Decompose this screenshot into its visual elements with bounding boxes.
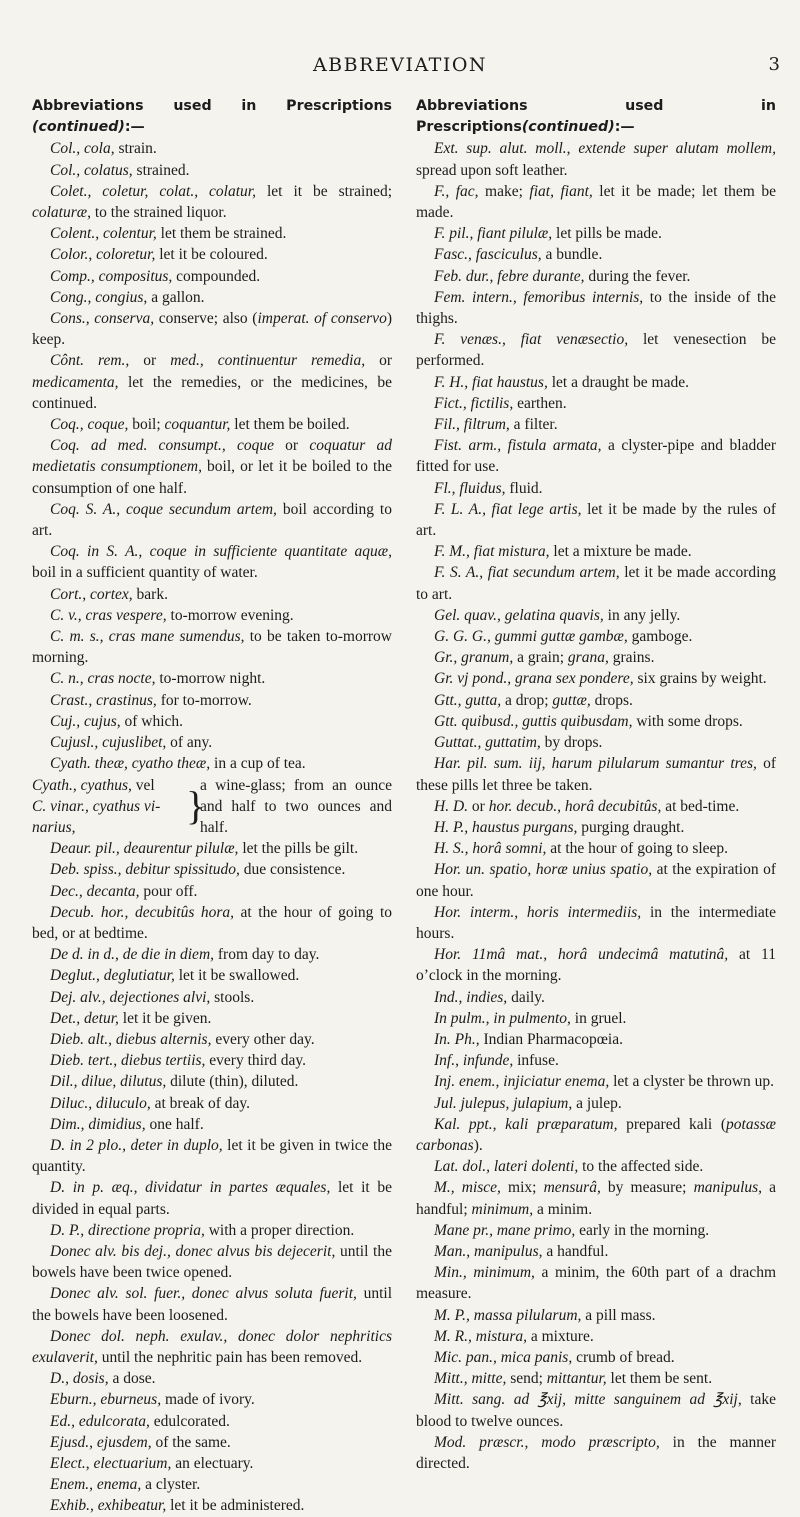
entry	[416, 541, 776, 562]
entry	[416, 435, 776, 477]
entry: Cônt. rem., or med., continuentur remedia, or medicamenta, let the remedies, or the medicines, be continued.	[32, 352, 392, 412]
entry-term: Ext. sup. alut. moll., extende super alutam mollem,	[434, 140, 776, 158]
entry-term: F. S. A., fiat secundum artem,	[434, 564, 620, 582]
entry-definition: a dose.	[108, 1370, 156, 1388]
entry	[416, 668, 776, 689]
entry: Coq., coque, boil; coquantur, let them be boiled.	[50, 416, 350, 434]
entry-term: Fem. intern., femoribus internis,	[434, 288, 644, 306]
entry-term: In pulm., in pulmento,	[434, 1009, 571, 1027]
entry-term: Kal. ppt., kali præparatum,	[434, 1115, 618, 1133]
entry-term: Inf., infunde,	[434, 1052, 514, 1070]
entry-term: H. P., haustus purgans,	[434, 818, 578, 836]
entry-definition: of these pills let three be taken.	[416, 755, 776, 794]
entry-definition: in gruel.	[570, 1009, 627, 1027]
entry-term: Ind., indies,	[434, 988, 508, 1006]
entry	[416, 1347, 776, 1368]
entry-definition: with a proper direction.	[204, 1221, 355, 1239]
entry-definition: daily.	[507, 988, 545, 1006]
entry-definition: in the intermediate hours.	[416, 903, 776, 942]
entry-definition: infuse.	[513, 1052, 559, 1070]
entry-term: Diluc., diluculo,	[50, 1094, 151, 1112]
entry	[32, 732, 392, 753]
entry-term: Colet., coletur, colat., colatur,	[50, 182, 256, 200]
entry-term: F. venæs., fiat venæsectio,	[434, 331, 629, 349]
entry-term: D. P., directione propria,	[50, 1221, 205, 1239]
entry-term: Deb. spiss., debitur spissitudo,	[50, 861, 240, 879]
entry-definition: at the hour of going to sleep.	[546, 840, 729, 858]
entry-term: Mitt. sang. ad ℥xij, mitte sanguinem ad ℥xij,	[434, 1391, 742, 1409]
entry-definition: at 11 o’clock in the morning.	[416, 946, 776, 985]
entry-term: Enem., enema,	[50, 1476, 142, 1494]
entry	[416, 1389, 776, 1431]
entry	[416, 372, 776, 393]
entry-definition: a filter.	[509, 416, 558, 434]
entry	[416, 499, 776, 541]
entry-term: D. in 2 plo., deter in duplo,	[50, 1136, 223, 1154]
entry-definition: let it be given.	[118, 1009, 212, 1027]
entry-definition: compounded.	[172, 267, 261, 285]
entry-definition: six grains by weight.	[633, 670, 767, 688]
entry-definition: of the same.	[151, 1433, 231, 1451]
entry-definition: let a draught be made.	[547, 373, 689, 391]
entry-definition: let venesection be performed.	[416, 331, 776, 370]
entry	[32, 1114, 392, 1135]
entry-term: Donec dol. neph. exulav., donec dolor nephritics exulaverit,	[32, 1327, 392, 1366]
entry	[32, 244, 392, 265]
entry	[416, 605, 776, 626]
entry-definition: one half.	[145, 1115, 204, 1133]
entry	[416, 902, 776, 944]
entry-term: Deglut., deglutiatur,	[50, 967, 175, 985]
entry-definition: with some drops.	[632, 712, 743, 730]
left-column	[32, 96, 392, 1517]
entry: Coq. ad med. consumpt., coque or coquatur ad medietatis consumptionem, boil, or let it be boiled to the consumption of one half.	[32, 437, 392, 497]
entry-definition: gamboge.	[627, 628, 693, 646]
entry-definition: earthen.	[513, 394, 567, 412]
entry	[416, 244, 776, 265]
entry-definition: strain.	[114, 140, 157, 158]
entry-term: Gtt. quibusd., guttis quibusdam,	[434, 712, 633, 730]
entry-definition: a handful.	[542, 1242, 609, 1260]
running-header	[0, 54, 800, 84]
entry	[32, 711, 392, 732]
entry-definition: let it be made according to art.	[416, 564, 776, 603]
right-column-heading: Abbreviations used in Prescriptions(continued):—	[416, 98, 776, 136]
entry-definition: to the affected side.	[578, 1158, 704, 1176]
entry	[32, 626, 392, 668]
entry-term: H. D.	[434, 797, 469, 815]
entry-definition: bark.	[132, 585, 168, 603]
entry-term: Har. pil. sum. iij, harum pilularum sumantur tres,	[434, 755, 757, 773]
entry	[416, 1326, 776, 1347]
entry-term: Mitt., mitte,	[434, 1370, 507, 1388]
entry-definition: to be taken to-morrow morning.	[32, 628, 392, 667]
entry-term: C. v., cras vespere,	[50, 606, 167, 624]
entry-term: Mane pr., mane primo,	[434, 1221, 576, 1239]
entry-term: Fil., filtrum,	[434, 416, 510, 434]
entry-definition: early in the morning.	[575, 1221, 710, 1239]
entry-definition: a pill mass.	[581, 1306, 656, 1324]
entry-definition: of which.	[120, 712, 184, 730]
entry	[416, 817, 776, 838]
entry-term: Feb. dur., febre durante,	[434, 267, 585, 285]
entry-definition: every other day.	[211, 1030, 315, 1048]
entry-definition: a mixture.	[527, 1327, 594, 1345]
entry	[416, 562, 776, 604]
entry	[416, 1305, 776, 1326]
entry	[32, 1326, 392, 1368]
entry: H. D. or hor. decub., horâ decubitûs, at bed-time.	[434, 797, 740, 815]
entry-term: Coq., coque,	[50, 416, 129, 434]
entry	[32, 1093, 392, 1114]
entry-definition: a bundle.	[541, 246, 603, 264]
entry-definition: at break of day.	[150, 1094, 251, 1112]
entry: Colet., coletur, colat., colatur, let it be strained; colaturæ, to the strained liquor.	[32, 182, 392, 222]
entry: F., fac, make; fiat, fiant, let it be made; let them be made.	[416, 182, 776, 222]
entry-definition: in a cup of tea.	[210, 755, 306, 773]
entry-term: F. pil., fiant pilulæ,	[434, 225, 553, 243]
entry-definition: until the bowels have been twice opened.	[32, 1242, 392, 1282]
entry	[416, 1432, 776, 1474]
entry-term: Coq. S. A., coque secundum artem,	[50, 500, 277, 518]
entry-term: Inj. enem., injiciatur enema,	[434, 1073, 610, 1091]
entry	[32, 160, 392, 181]
entry-definition: let them be strained.	[156, 225, 287, 243]
entry-term: Fl., fluidus,	[434, 479, 506, 497]
entry-term: M. P., massa pilularum,	[434, 1306, 582, 1324]
entry	[416, 1220, 776, 1241]
entry-term: Donec alv. bis dej., donec alvus bis dejecerit,	[50, 1242, 336, 1260]
right-column	[416, 96, 776, 1474]
entry-term: Fict., fictilis,	[434, 394, 514, 412]
entry-term: Gel. quav., gelatina quavis,	[434, 606, 604, 624]
entry-term: Fist. arm., fistula armata,	[434, 437, 602, 455]
entry-term: Min., minimum,	[434, 1264, 535, 1282]
entry	[416, 1008, 776, 1029]
entry-definition: a minim, the 60th part of a drachm measure.	[416, 1264, 776, 1303]
entry	[32, 1368, 392, 1389]
entry-definition: or	[129, 352, 171, 370]
entry	[32, 605, 392, 626]
entry-definition: strained.	[132, 161, 190, 179]
entry-definition: let it be swallowed.	[174, 967, 300, 985]
entry-term: Cuj., cujus,	[50, 712, 121, 730]
entry-definition: or	[468, 797, 489, 815]
entry	[32, 266, 392, 287]
entry-term: Ejusd., ejusdem,	[50, 1433, 152, 1451]
entry-term: Man., manipulus,	[434, 1242, 543, 1260]
entry-term: Donec alv. sol. fuer., donec alvus soluta fuerit,	[50, 1285, 357, 1303]
entry	[32, 138, 392, 159]
entry-definition: a drop;	[501, 691, 553, 709]
entry	[32, 944, 392, 965]
entry-term: Cons., conserva,	[50, 310, 155, 328]
entry-definition: prepared kali (	[617, 1115, 727, 1133]
entry-definition: an electuary.	[171, 1455, 254, 1472]
entry-term: M., misce,	[434, 1179, 501, 1197]
entry	[32, 668, 392, 689]
entry-term: Cujusl., cujuslibet,	[50, 734, 167, 752]
entry	[32, 1071, 392, 1092]
entry-term: Dieb. tert., diebus tertiis,	[50, 1052, 206, 1070]
entry	[416, 287, 776, 329]
entry	[32, 499, 392, 541]
entry-definition: let it be strained;	[256, 182, 392, 200]
entry	[32, 584, 392, 605]
entry-definition: at the expiration of one hour.	[416, 861, 777, 900]
entry-term: De d. in d., de die in diem,	[50, 946, 215, 964]
entry-definition: mix;	[500, 1179, 544, 1197]
entry	[416, 478, 776, 499]
entry-term: Cort., cortex,	[50, 585, 133, 603]
entry-definition: during the fever.	[584, 267, 691, 285]
entry-term: In. Ph.,	[434, 1030, 480, 1048]
entry-term: Hor. un. spatio, horæ unius spatio,	[434, 861, 653, 879]
entry	[416, 987, 776, 1008]
entry	[416, 1093, 776, 1114]
entry-definition: take blood to twelve ounces.	[416, 1391, 776, 1430]
entry-term: Gr., granum,	[434, 649, 514, 667]
entry-term: C. n., cras nocte,	[50, 670, 156, 688]
entry-definition: in the manner directed.	[416, 1433, 776, 1472]
entry-definition: until the nephritic pain has been removed.	[97, 1348, 363, 1366]
entry-definition: boil;	[128, 416, 165, 434]
entry-definition: let the pills be gilt.	[238, 840, 359, 858]
entry-term: G. G. G., gummi guttæ gambæ,	[434, 628, 628, 646]
running-title: ABBREVIATION	[312, 54, 488, 76]
entry-term: Cônt. rem.,	[50, 352, 130, 370]
entry-definition: let it be divided in equal parts.	[32, 1179, 392, 1218]
entry	[416, 838, 776, 859]
entry-term: Crast., crastinus,	[50, 691, 157, 709]
entry-term: D., dosis,	[50, 1370, 109, 1388]
entry	[416, 626, 776, 647]
entry	[32, 1177, 392, 1219]
entry-term: Col., colatus,	[50, 161, 133, 179]
entry-definition: every third day.	[205, 1052, 306, 1070]
entry-definition: boil in a sufficient quantity of water.	[32, 564, 258, 582]
entry	[32, 838, 392, 859]
entry-definition: stools.	[210, 988, 255, 1006]
page-number: 3	[768, 54, 780, 75]
entry	[416, 1029, 776, 1050]
entry-term: Fasc., fasciculus,	[434, 246, 542, 264]
entry-term: Coq. ad med. consumpt., coque	[50, 437, 274, 455]
entry-definition: crumb of bread.	[572, 1348, 675, 1366]
entry-definition: to-morrow evening.	[166, 606, 294, 624]
entry	[32, 859, 392, 880]
entry-definition: until the bowels have been loosened.	[32, 1285, 393, 1324]
entry: Cons., conserva, conserve; also (imperat. of conservo) keep.	[32, 310, 392, 349]
entry	[32, 1453, 392, 1474]
entry-definition: purging draught.	[577, 818, 685, 836]
entry: Gtt., gutta, a drop; guttæ, drops.	[434, 691, 633, 709]
entry-term: D. in p. æq., dividatur in partes æquales,	[50, 1179, 331, 1197]
entry-definition: let a mixture be made.	[549, 543, 692, 561]
entry	[416, 1262, 776, 1304]
entry-definition: due consistence.	[239, 861, 346, 879]
entry	[416, 711, 776, 732]
entry-definition: a clyster-pipe and bladder fitted for use.	[416, 437, 776, 476]
entry	[32, 1283, 392, 1325]
entry: Mitt., mitte, send; mittantur, let them be sent.	[434, 1370, 713, 1388]
entry-term: Gr. vj pond., grana sex pondere,	[434, 670, 634, 688]
entry-term: Elect., electuarium,	[50, 1455, 172, 1472]
entry	[416, 1050, 776, 1071]
entry-definition: of any.	[166, 734, 213, 752]
entry-definition: a gallon.	[147, 288, 205, 306]
entry-term: Exhib., exhibeatur,	[50, 1497, 167, 1515]
brace-icon: }	[186, 783, 206, 829]
entry-term: C. m. s., cras mane sumendus,	[50, 628, 245, 646]
entry: M., misce, mix; mensurâ, by measure; manipulus, a handful; minimum, a minim.	[416, 1179, 777, 1218]
entry-definition: boil according to art.	[32, 500, 392, 540]
entry: Gr., granum, a grain; grana, grains.	[434, 649, 655, 667]
entry-definition: send;	[506, 1370, 547, 1388]
entry	[32, 1220, 392, 1241]
entry: Kal. ppt., kali præparatum, prepared kali (potassæ carbonas).	[416, 1115, 776, 1154]
entry-definition: conserve; also (	[154, 310, 258, 328]
entry	[416, 329, 776, 371]
entry-definition: let it be made by the rules of art.	[416, 500, 776, 540]
entry-definition: from day to day.	[214, 946, 320, 964]
entry	[32, 541, 392, 583]
entry-term: Mic. pan., mica panis,	[434, 1348, 573, 1366]
entry-term: F. H., fiat haustus,	[434, 373, 548, 391]
entry	[32, 987, 392, 1008]
entry-definition: let it be administered.	[166, 1497, 305, 1515]
entry-definition: edulcorated.	[149, 1412, 230, 1430]
entry-term: F. L. A., fiat lege artis,	[434, 500, 582, 518]
entry	[32, 287, 392, 308]
entry-term: Color., coloretur,	[50, 246, 156, 264]
entry	[32, 1008, 392, 1029]
entry	[32, 1495, 392, 1516]
entry-definition: at the hour of going to bed, or at bedtime.	[32, 903, 392, 942]
entry	[32, 1241, 392, 1283]
entry-term: Colent., colentur,	[50, 225, 157, 243]
entry-term: Cyath. theæ, cyatho theæ,	[50, 755, 211, 773]
entry-term: Mod. præscr., modo præscripto,	[434, 1433, 660, 1451]
entry	[32, 690, 392, 711]
entry-definition: a grain;	[513, 649, 568, 667]
entry	[416, 223, 776, 244]
entry-term: Det., detur,	[50, 1009, 119, 1027]
entry-definition: for to-morrow.	[156, 691, 252, 709]
entry-term: Coq. in S. A., coque in sufficiente quantitate aquæ,	[50, 543, 392, 561]
entry-term: Deaur. pil., deaurentur pilulæ,	[50, 840, 239, 858]
entry-definition: let pills be made.	[552, 225, 662, 243]
entry-definition: make;	[478, 182, 530, 200]
entry-definition: made of ivory.	[161, 1391, 255, 1409]
entry	[416, 944, 776, 986]
entry-term: Dim., dimidius,	[50, 1115, 146, 1133]
entry-definition: dilute (thin), diluted.	[166, 1073, 299, 1091]
entry-term: Hor. interm., horis intermediis,	[434, 903, 642, 921]
entry	[32, 1029, 392, 1050]
cyath-brace-entry: Cyath., cyathus, vel C. vinar., cyathus vi- narius, } a wine-glass; from an ounce and half to two ounces and half.	[32, 776, 392, 836]
entry	[32, 902, 392, 944]
entry-term: M. R., mistura,	[434, 1327, 527, 1345]
entry-term: Dil., dilue, dilutus,	[50, 1073, 167, 1091]
entry-term: H. S., horâ somni,	[434, 840, 547, 858]
entry	[32, 1135, 392, 1177]
entry-definition: spread upon soft leather.	[416, 161, 568, 179]
entry-definition: pour off.	[139, 882, 198, 900]
entry-term: Jul. julepus, julapium,	[434, 1094, 573, 1112]
entry-term: F. M., fiat mistura,	[434, 543, 550, 561]
entry-definition: Indian Pharmacopœia.	[479, 1030, 623, 1048]
entry	[416, 393, 776, 414]
entry-term: Ed., edulcorata,	[50, 1412, 150, 1430]
left-column-heading: Abbreviations used in Prescriptions (continued):—	[32, 98, 392, 136]
entry	[32, 1432, 392, 1453]
entry-term: Guttat., guttatim,	[434, 734, 541, 752]
entry-definition: let it be given in twice the quantity.	[32, 1136, 392, 1176]
entry	[416, 753, 776, 795]
entry-definition: a clyster.	[141, 1476, 201, 1494]
entry	[32, 881, 392, 902]
entry-term: Decub. hor., decubitûs hora,	[50, 903, 235, 921]
entry	[416, 266, 776, 287]
entry	[416, 859, 776, 901]
entry-term: F., fac,	[434, 182, 479, 200]
entry-term: Col., cola,	[50, 140, 115, 158]
entry	[416, 1156, 776, 1177]
entry-term: Dej. alv., dejectiones alvi,	[50, 988, 211, 1006]
entry	[32, 223, 392, 244]
entry-term: Cong., congius,	[50, 288, 148, 306]
entry	[32, 753, 392, 774]
entry	[416, 732, 776, 753]
entry-definition: or	[273, 437, 310, 455]
entry-term: Gtt., gutta,	[434, 691, 502, 709]
entry-term: Eburn., eburneus,	[50, 1391, 162, 1409]
entry	[416, 138, 776, 180]
entry-definition: in any jelly.	[603, 606, 681, 624]
entry	[32, 1389, 392, 1410]
entry-term: Lat. dol., lateri dolenti,	[434, 1158, 579, 1176]
entry	[416, 1241, 776, 1262]
entry-term: Dec., decanta,	[50, 882, 140, 900]
entry-definition: to-morrow night.	[155, 670, 266, 688]
entry-definition: let it be coloured.	[155, 246, 268, 264]
entry-term: Hor. 11mâ mat., horâ undecimâ matutinâ,	[434, 946, 729, 964]
entry	[416, 1071, 776, 1092]
entry	[416, 414, 776, 435]
entry-definition: let a clyster be thrown up.	[609, 1073, 775, 1091]
entry	[32, 965, 392, 986]
entry	[32, 1050, 392, 1071]
entry	[32, 1411, 392, 1432]
entry-definition: a julep.	[572, 1094, 622, 1112]
entry-definition: by drops.	[540, 734, 603, 752]
entry-term: Comp., compositus,	[50, 267, 173, 285]
entry	[32, 1474, 392, 1495]
entry-definition: to the inside of the thighs.	[416, 288, 776, 328]
entry-definition: fluid.	[505, 479, 543, 497]
entry-term: Dieb. alt., diebus alternis,	[50, 1030, 212, 1048]
